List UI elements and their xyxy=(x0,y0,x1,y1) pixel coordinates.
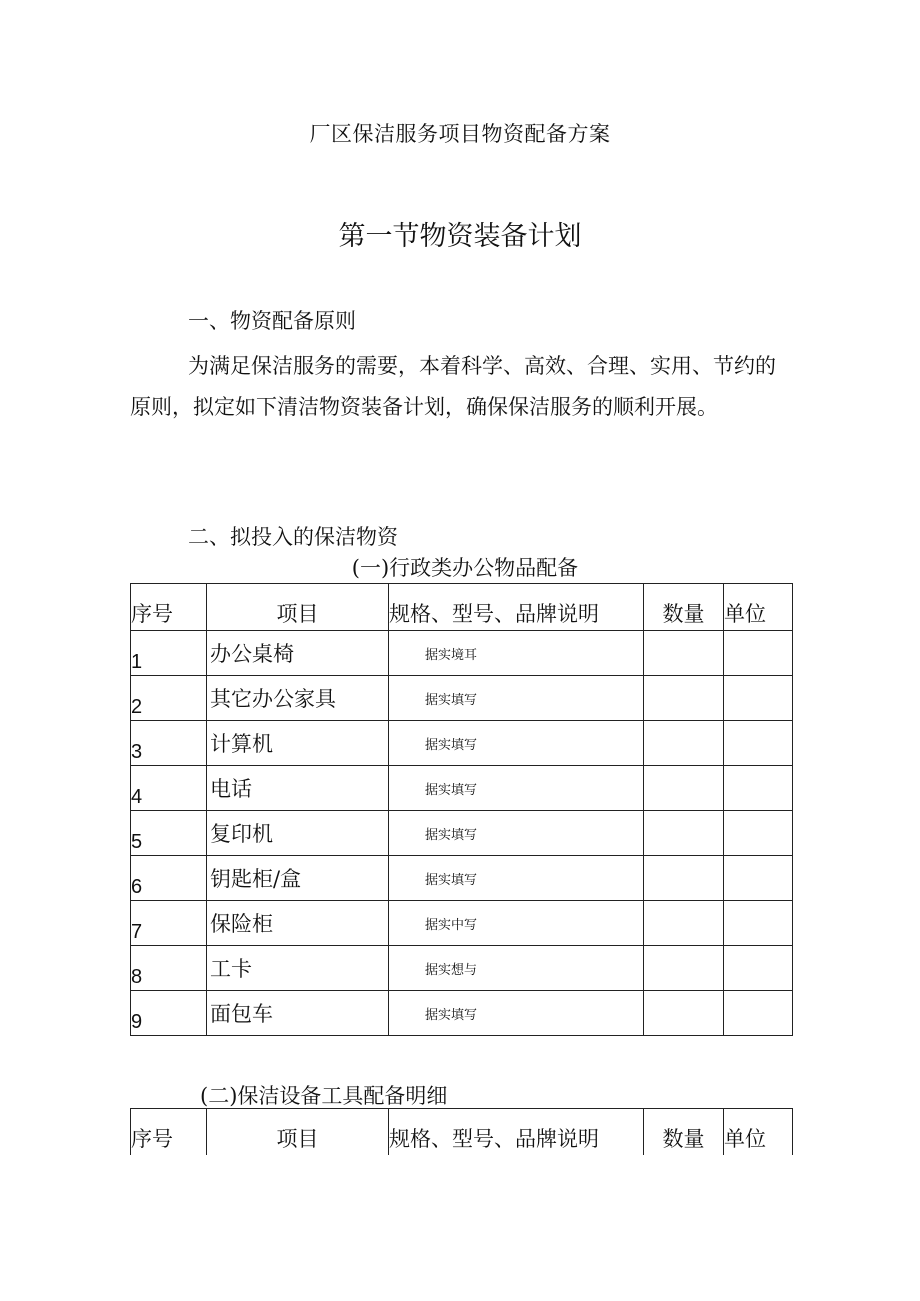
row-spec: 据实中写 xyxy=(389,901,644,946)
heading-principles: 一、物资配备原则 xyxy=(188,309,356,333)
row-unit xyxy=(724,856,793,901)
cleaning-equipment-table xyxy=(130,1108,793,1155)
row-qty xyxy=(644,991,724,1036)
header-item: 项目 xyxy=(207,584,389,631)
row-no: 4 xyxy=(131,766,207,811)
row-spec: 据实填写 xyxy=(389,766,644,811)
table-row xyxy=(131,721,793,766)
row-spec: 据实填写 xyxy=(389,676,644,721)
row-item: 钥匙柜/盒 xyxy=(207,856,389,901)
row-no: 8 xyxy=(131,946,207,991)
row-spec: 据实填写 xyxy=(389,721,644,766)
row-qty xyxy=(644,766,724,811)
header-item: 项目 xyxy=(207,1109,389,1156)
header-unit: 单位 xyxy=(724,1109,793,1156)
table-row xyxy=(131,676,793,721)
row-item: 保险柜 xyxy=(207,901,389,946)
row-no: 1 xyxy=(131,631,207,676)
table-row xyxy=(131,631,793,676)
row-item: 办公桌椅 xyxy=(207,631,389,676)
principles-paragraph: 为满足保洁服务的需要，本着科学、高效、合理、实用、节约的原则，拟定如下清洁物资装备计划，确保保洁服务的顺利开展。 xyxy=(130,354,776,419)
row-spec: 据实填写 xyxy=(389,811,644,856)
row-unit xyxy=(724,811,793,856)
row-unit xyxy=(724,766,793,811)
row-spec: 据实填写 xyxy=(389,991,644,1036)
heading-supplies: 二、拟投入的保洁物资 xyxy=(188,525,398,549)
header-qty: 数量 xyxy=(644,1109,724,1156)
table-row xyxy=(131,901,793,946)
table-row xyxy=(131,766,793,811)
row-no: 2 xyxy=(131,676,207,721)
header-spec: 规格、型号、品牌说明 xyxy=(389,584,644,631)
row-unit xyxy=(724,721,793,766)
row-unit xyxy=(724,676,793,721)
row-qty xyxy=(644,946,724,991)
row-no: 9 xyxy=(131,991,207,1036)
row-unit xyxy=(724,631,793,676)
row-spec: 据实想与 xyxy=(389,946,644,991)
table-row xyxy=(131,946,793,991)
row-item: 计算机 xyxy=(207,721,389,766)
row-item: 其它办公家具 xyxy=(207,676,389,721)
row-item: 复印机 xyxy=(207,811,389,856)
table2-caption: (二)保洁设备工具配备明细 xyxy=(200,1084,448,1108)
row-unit xyxy=(724,901,793,946)
table-row xyxy=(131,811,793,856)
header-qty: 数量 xyxy=(644,584,724,631)
row-unit xyxy=(724,991,793,1036)
row-qty xyxy=(644,901,724,946)
row-no: 7 xyxy=(131,901,207,946)
row-qty xyxy=(644,721,724,766)
table-row xyxy=(131,856,793,901)
row-item: 电话 xyxy=(207,766,389,811)
table2-header-row xyxy=(131,1109,793,1156)
row-no: 5 xyxy=(131,811,207,856)
office-supplies-table xyxy=(130,583,793,1036)
row-spec: 据实填写 xyxy=(389,856,644,901)
row-item: 工卡 xyxy=(207,946,389,991)
row-no: 3 xyxy=(131,721,207,766)
row-qty xyxy=(644,631,724,676)
row-qty xyxy=(644,811,724,856)
table1-header-row xyxy=(131,584,793,631)
header-spec: 规格、型号、品牌说明 xyxy=(389,1109,644,1156)
document-title: 厂区保洁服务项目物资配备方案 xyxy=(309,122,611,146)
row-unit xyxy=(724,946,793,991)
row-spec: 据实境耳 xyxy=(389,631,644,676)
section-title: 第一节物资装备计划 xyxy=(338,221,582,252)
table-row xyxy=(131,991,793,1036)
header-no: 序号 xyxy=(131,1109,207,1156)
header-no: 序号 xyxy=(131,584,207,631)
table1-caption: (一)行政类办公物品配备 xyxy=(351,556,579,580)
row-qty xyxy=(644,676,724,721)
row-item: 面包车 xyxy=(207,991,389,1036)
header-unit: 单位 xyxy=(724,584,793,631)
row-qty xyxy=(644,856,724,901)
row-no: 6 xyxy=(131,856,207,901)
